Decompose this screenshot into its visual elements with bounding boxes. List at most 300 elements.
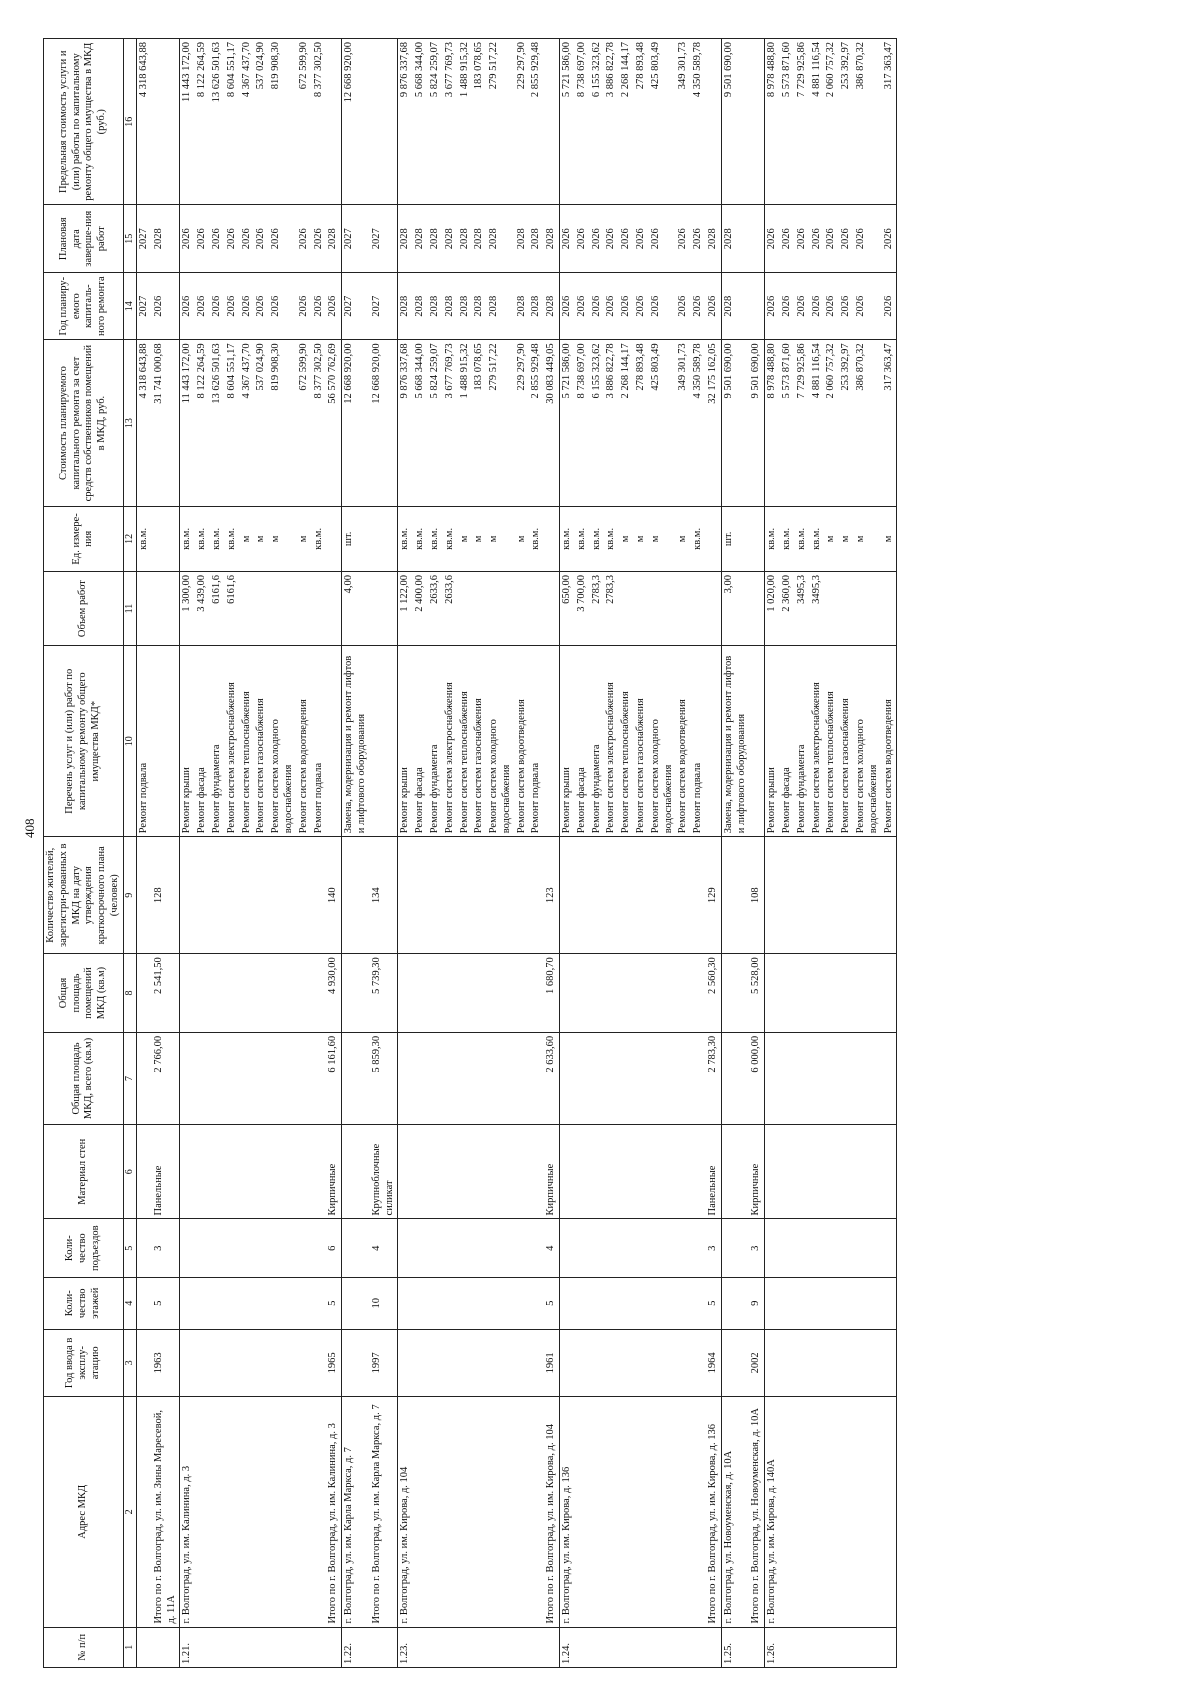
table-cell: [749, 39, 764, 206]
table-cell: [326, 506, 341, 571]
table-cell: [590, 837, 605, 954]
table-cell: [297, 1329, 312, 1396]
table-cell: 5 859,30: [370, 1032, 398, 1124]
table-cell: 2002: [749, 1329, 764, 1396]
table-cell: м: [254, 506, 269, 571]
table-cell: [210, 954, 225, 1033]
column-number-row: [123, 39, 136, 1668]
table-cell: Итого по г. Волгоград, ул. им. Калинина, д. 3: [326, 1397, 341, 1627]
table-cell: 2 766,00: [152, 1032, 180, 1124]
table-cell: [676, 837, 691, 954]
table-cell: [780, 954, 795, 1033]
table-cell: кв.м.: [590, 506, 605, 571]
table-cell: 2028: [428, 205, 443, 272]
table-cell: [795, 1397, 810, 1627]
table-cell: [544, 571, 559, 645]
table-cell: [413, 1125, 428, 1219]
table-cell: [342, 1329, 370, 1396]
total-row: [326, 39, 341, 1668]
table-cell: 1961: [544, 1329, 559, 1396]
capital-repair-plan-table: [43, 38, 897, 1668]
table-cell: [180, 1032, 195, 1124]
table-cell: [398, 1277, 413, 1329]
table-cell: 2026: [780, 272, 795, 339]
table-cell: [240, 1125, 255, 1219]
table-cell: [342, 1032, 370, 1124]
table-cell: [529, 1032, 544, 1124]
table-cell: г. Волгоград, ул. им. Карла Маркса, д. 7: [342, 1397, 370, 1627]
column-header: Материал стен: [44, 1125, 124, 1219]
table-cell: [691, 954, 706, 1033]
table-cell: 2026: [691, 272, 706, 339]
table-cell: кв.м.: [810, 506, 825, 571]
table-cell: [136, 1627, 151, 1667]
table-cell: [269, 1219, 297, 1277]
table-cell: [312, 954, 327, 1033]
table-cell: [706, 1627, 721, 1667]
table-cell: [225, 837, 240, 954]
table-cell: [634, 1277, 649, 1329]
column-number: 12: [123, 506, 136, 571]
table-cell: [780, 1125, 795, 1219]
table-cell: 2 060 757,32: [824, 340, 839, 506]
table-cell: [839, 954, 854, 1033]
table-cell: [487, 1032, 515, 1124]
table-cell: [810, 1329, 825, 1396]
table-cell: 2026: [604, 205, 619, 272]
table-cell: [649, 954, 677, 1033]
table-cell: кв.м.: [604, 506, 619, 571]
table-cell: [575, 954, 590, 1033]
table-cell: 183 078,65: [472, 340, 487, 506]
table-cell: [634, 1219, 649, 1277]
table-cell: 4 318 643,88: [136, 340, 151, 506]
table-cell: [312, 1219, 327, 1277]
table-cell: [765, 954, 780, 1033]
table-cell: 2026: [795, 272, 810, 339]
table-cell: [472, 837, 487, 954]
table-cell: [691, 571, 706, 645]
table-cell: [810, 1397, 825, 1627]
table-cell: [515, 571, 530, 645]
table-cell: [839, 1397, 854, 1627]
table-cell: [619, 1329, 634, 1396]
table-cell: [619, 1627, 634, 1667]
table-cell: [398, 1219, 413, 1277]
table-cell: [326, 571, 341, 645]
table-cell: 2026: [240, 272, 255, 339]
table-cell: [515, 1277, 530, 1329]
table-cell: [765, 1329, 780, 1396]
table-cell: 5 824 259,07: [428, 340, 443, 506]
table-cell: Ремонт систем электроснабжения: [810, 646, 825, 837]
table-cell: 2026: [210, 205, 225, 272]
table-cell: 2026: [297, 272, 312, 339]
rotated-document-page: [43, 38, 1183, 1668]
table-cell: 253 392,97: [839, 340, 854, 506]
table-cell: 2026: [676, 272, 691, 339]
table-cell: [269, 1627, 297, 1667]
table-cell: [413, 1219, 428, 1277]
table-cell: м: [472, 506, 487, 571]
column-number: 8: [123, 954, 136, 1033]
table-cell: 6 155 323,62: [590, 340, 605, 506]
table-cell: [312, 1277, 327, 1329]
table-cell: [180, 1277, 195, 1329]
table-cell: [590, 1329, 605, 1396]
table-cell: [297, 1219, 312, 1277]
table-cell: [312, 1397, 327, 1627]
column-header: Плановая дата заверше-ния работ: [44, 205, 124, 272]
table-row: [691, 39, 706, 1668]
table-row: [515, 39, 530, 1668]
column-number: 14: [123, 272, 136, 339]
table-cell: [824, 1627, 839, 1667]
table-cell: [297, 954, 312, 1033]
table-cell: [195, 837, 210, 954]
table-cell: [765, 837, 780, 954]
table-cell: [225, 954, 240, 1033]
table-cell: кв.м.: [765, 506, 780, 571]
column-number: 6: [123, 1125, 136, 1219]
table-cell: [136, 1032, 151, 1124]
table-cell: 2026: [225, 205, 240, 272]
table-cell: 5 721 586,00: [560, 340, 575, 506]
table-cell: кв.м.: [575, 506, 590, 571]
table-cell: Ремонт фасада: [195, 646, 210, 837]
table-cell: [443, 1125, 458, 1219]
table-cell: [604, 1627, 619, 1667]
table-cell: 3,00: [721, 571, 749, 645]
table-cell: 2026: [575, 205, 590, 272]
table-cell: [297, 571, 312, 645]
table-cell: [210, 1397, 225, 1627]
table-cell: [604, 837, 619, 954]
table-cell: 32 175 162,05: [706, 340, 721, 506]
table-cell: [297, 1277, 312, 1329]
table-row: [854, 39, 882, 1668]
table-cell: [472, 1397, 487, 1627]
table-cell: [529, 1329, 544, 1396]
table-cell: 279 517,22: [487, 340, 515, 506]
table-cell: 2028: [152, 205, 180, 272]
table-cell: 2026: [590, 205, 605, 272]
table-cell: [575, 1277, 590, 1329]
table-cell: 2 783,30: [706, 1032, 721, 1124]
table-cell: [795, 837, 810, 954]
table-cell: [676, 1219, 691, 1277]
table-cell: 2026: [297, 205, 312, 272]
table-cell: 537 024,90: [254, 39, 269, 206]
table-cell: [676, 1125, 691, 1219]
table-cell: 2026: [882, 205, 897, 272]
table-cell: 5 668 344,00: [413, 39, 428, 206]
table-cell: 3 886 822,78: [604, 340, 619, 506]
table-cell: [619, 1277, 634, 1329]
table-cell: 2026: [254, 272, 269, 339]
table-cell: 2026: [604, 272, 619, 339]
table-cell: [749, 1627, 764, 1667]
table-cell: [619, 1032, 634, 1124]
table-cell: [515, 1627, 530, 1667]
table-cell: [780, 1627, 795, 1667]
table-cell: Ремонт систем теплоснабжения: [458, 646, 473, 837]
table-cell: [529, 571, 544, 645]
table-cell: 2028: [721, 205, 749, 272]
table-cell: 108: [749, 837, 764, 954]
table-row: [839, 39, 854, 1668]
table-cell: [458, 1329, 473, 1396]
table-cell: [370, 506, 398, 571]
table-cell: 4 367 437,70: [240, 340, 255, 506]
table-cell: м: [882, 506, 897, 571]
table-cell: [676, 1397, 691, 1627]
column-header: Год планиру-емого капиталь-ного ремонта: [44, 272, 124, 339]
table-cell: 183 078,65: [472, 39, 487, 206]
table-cell: [810, 1032, 825, 1124]
table-row: [810, 39, 825, 1668]
table-cell: 56 570 762,69: [326, 340, 341, 506]
table-cell: Ремонт подвала: [312, 646, 327, 837]
table-cell: [472, 1032, 487, 1124]
table-cell: [882, 1219, 897, 1277]
table-cell: м: [458, 506, 473, 571]
table-cell: [269, 954, 297, 1033]
table-cell: [398, 1032, 413, 1124]
table-cell: [560, 1329, 575, 1396]
table-cell: [649, 1032, 677, 1124]
table-cell: Ремонт систем теплоснабжения: [240, 646, 255, 837]
table-cell: [195, 1329, 210, 1396]
table-cell: [780, 1277, 795, 1329]
table-cell: [604, 1329, 619, 1396]
table-cell: [854, 1397, 882, 1627]
table-row: [676, 39, 691, 1668]
table-cell: 6161,6: [225, 571, 240, 645]
table-cell: [854, 837, 882, 954]
table-cell: 11 443 172,00: [180, 39, 195, 206]
column-header: Общая площадь МКД, всего (кв.м): [44, 1032, 124, 1124]
table-cell: [649, 1627, 677, 1667]
table-cell: 2026: [326, 272, 341, 339]
column-header: Стоимость планируемого капитального ремонта за счет средств собственников помещений в МКД, руб.: [44, 340, 124, 506]
table-cell: Кирпичные: [749, 1125, 764, 1219]
table-cell: Ремонт фундамента: [210, 646, 225, 837]
table-cell: 4 881 116,54: [810, 39, 825, 206]
table-cell: [370, 1627, 398, 1667]
table-cell: Замена, модернизация и ремонт лифтов и лифтового оборудования: [342, 646, 370, 837]
table-cell: 2 400,00: [413, 571, 428, 645]
table-cell: 2026: [854, 205, 882, 272]
table-cell: 2026: [269, 205, 297, 272]
table-cell: [398, 1125, 413, 1219]
table-cell: 537 024,90: [254, 340, 269, 506]
table-cell: 123: [544, 837, 559, 954]
table-cell: 129: [706, 837, 721, 954]
table-cell: [240, 1277, 255, 1329]
table-cell: [326, 646, 341, 837]
table-cell: [824, 1032, 839, 1124]
table-cell: [225, 1125, 240, 1219]
table-cell: [634, 571, 649, 645]
table-cell: 2028: [515, 205, 530, 272]
table-cell: [765, 1125, 780, 1219]
table-cell: 5 721 586,00: [560, 39, 575, 206]
table-cell: [604, 1277, 619, 1329]
table-cell: Крупноблочные силикат: [370, 1125, 398, 1219]
table-cell: [240, 1329, 255, 1396]
table-cell: 2028: [458, 272, 473, 339]
table-cell: 5: [326, 1277, 341, 1329]
table-cell: [676, 571, 691, 645]
table-cell: [458, 1397, 473, 1627]
table-cell: м: [634, 506, 649, 571]
total-row: [370, 39, 398, 1668]
table-cell: [443, 837, 458, 954]
table-row: [795, 39, 810, 1668]
table-cell: [824, 1329, 839, 1396]
table-cell: Ремонт подвала: [691, 646, 706, 837]
table-cell: 2026: [180, 272, 195, 339]
table-header: [44, 39, 137, 1668]
table-row: [529, 39, 544, 1668]
table-cell: 672 599,90: [297, 39, 312, 206]
table-cell: 2028: [458, 205, 473, 272]
table-cell: 2026: [634, 272, 649, 339]
table-cell: 253 392,97: [839, 39, 854, 206]
table-cell: 2028: [487, 272, 515, 339]
table-cell: Ремонт крыши: [398, 646, 413, 837]
table-cell: [882, 837, 897, 954]
table-cell: [706, 39, 721, 206]
table-cell: [269, 1329, 297, 1396]
table-cell: [136, 1125, 151, 1219]
table-cell: [560, 954, 575, 1033]
table-cell: 2026: [312, 272, 327, 339]
column-header: Общая площадь помещений МКД (кв.м): [44, 954, 124, 1033]
table-cell: 2028: [544, 272, 559, 339]
table-cell: 4 367 437,70: [240, 39, 255, 206]
table-cell: [443, 1329, 458, 1396]
table-cell: 819 908,30: [269, 39, 297, 206]
total-row: [749, 39, 764, 1668]
table-cell: Ремонт систем холодного водоснабжения: [487, 646, 515, 837]
table-cell: кв.м.: [195, 506, 210, 571]
table-cell: 2028: [515, 272, 530, 339]
table-cell: [529, 1277, 544, 1329]
table-cell: [854, 1125, 882, 1219]
total-row: [706, 39, 721, 1668]
table-cell: [854, 1627, 882, 1667]
table-cell: [824, 954, 839, 1033]
table-cell: [515, 837, 530, 954]
table-cell: [854, 1032, 882, 1124]
table-cell: [824, 837, 839, 954]
table-cell: [225, 1219, 240, 1277]
table-cell: 278 893,48: [634, 340, 649, 506]
table-cell: [560, 1277, 575, 1329]
table-cell: 9 501 690,00: [749, 340, 764, 506]
table-cell: 2028: [529, 272, 544, 339]
table-cell: [428, 1277, 443, 1329]
table-cell: [839, 571, 854, 645]
table-cell: Итого по г. Волгоград, ул. Новоуменская, д. 10А: [749, 1397, 764, 1627]
column-number: 7: [123, 1032, 136, 1124]
table-cell: [619, 1397, 634, 1627]
table-cell: [854, 954, 882, 1033]
table-cell: [780, 837, 795, 954]
table-cell: [839, 1277, 854, 1329]
table-cell: [810, 1277, 825, 1329]
table-cell: [604, 1032, 619, 1124]
table-cell: 3: [706, 1219, 721, 1277]
table-cell: 1.24.: [560, 1627, 575, 1667]
table-cell: [413, 954, 428, 1033]
page-number: 408: [22, 818, 37, 838]
table-cell: 140: [326, 837, 341, 954]
table-cell: [342, 1219, 370, 1277]
table-cell: [634, 1032, 649, 1124]
table-cell: [240, 1627, 255, 1667]
table-cell: Ремонт систем теплоснабжения: [619, 646, 634, 837]
table-cell: [590, 1219, 605, 1277]
table-cell: [575, 1032, 590, 1124]
table-cell: м: [240, 506, 255, 571]
table-cell: Ремонт фасада: [780, 646, 795, 837]
table-cell: г. Волгоград, ул. им. Кирова, д. 140А: [765, 1397, 780, 1627]
table-cell: кв.м.: [398, 506, 413, 571]
table-cell: 349 301,73: [676, 39, 691, 206]
table-cell: 5 573 871,60: [780, 39, 795, 206]
table-cell: [515, 954, 530, 1033]
table-cell: [472, 571, 487, 645]
table-cell: 2026: [152, 272, 180, 339]
table-cell: кв.м.: [428, 506, 443, 571]
table-cell: 3 886 822,78: [604, 39, 619, 206]
table-cell: [180, 1219, 195, 1277]
table-cell: 30 083 449,05: [544, 340, 559, 506]
column-number: 9: [123, 837, 136, 954]
table-cell: 5 824 259,07: [428, 39, 443, 206]
table-cell: [824, 1125, 839, 1219]
table-cell: [839, 1032, 854, 1124]
table-cell: [795, 1277, 810, 1329]
table-cell: 2 633,60: [544, 1032, 559, 1124]
table-cell: [413, 1397, 428, 1627]
table-cell: [195, 1627, 210, 1667]
table-cell: [254, 1329, 269, 1396]
table-row: [721, 39, 749, 1668]
table-cell: 3: [152, 1219, 180, 1277]
table-cell: [560, 1032, 575, 1124]
table-cell: [254, 837, 269, 954]
table-cell: 2026: [269, 272, 297, 339]
table-cell: [854, 1219, 882, 1277]
table-cell: 2027: [342, 272, 370, 339]
table-cell: 9 501 690,00: [721, 39, 749, 206]
table-cell: [254, 1125, 269, 1219]
table-cell: [443, 1277, 458, 1329]
table-cell: кв.м.: [795, 506, 810, 571]
table-row: [882, 39, 897, 1668]
table-cell: Ремонт систем теплоснабжения: [824, 646, 839, 837]
table-row: [195, 39, 210, 1668]
table-cell: [472, 1277, 487, 1329]
table-cell: [312, 571, 327, 645]
table-cell: 1 488 915,32: [458, 340, 473, 506]
table-row: [240, 39, 255, 1668]
table-cell: [721, 1032, 749, 1124]
